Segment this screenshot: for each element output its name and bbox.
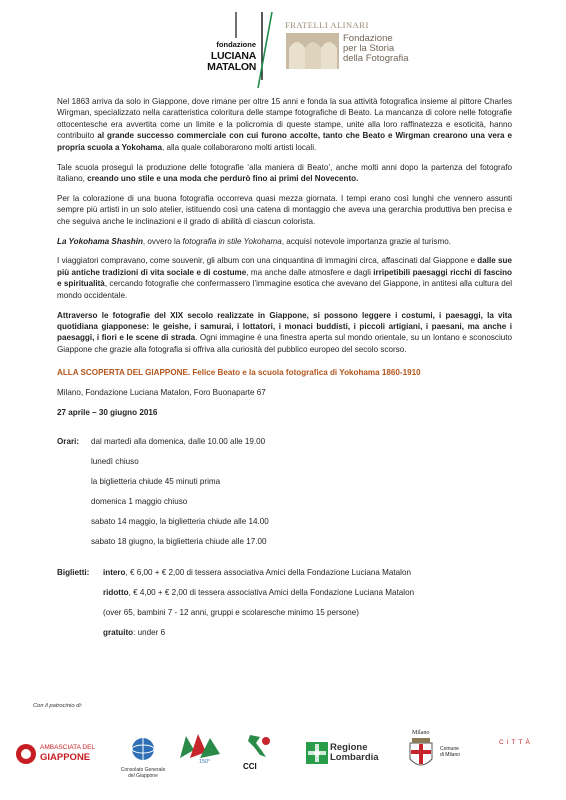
event-dates: 27 aprile – 30 giugno 2016 <box>57 407 158 417</box>
anniversary-150-logo: 150° <box>176 730 224 770</box>
lombardia-rose-icon <box>306 742 328 764</box>
tickets-label: Biglietti: <box>57 567 90 577</box>
cci-logo: CCI <box>240 733 276 773</box>
ticket-ridotto-note: (over 65, bambini 7 - 12 anni, gruppi e scolaresche minimo 15 persone) <box>103 607 359 617</box>
comune-milano-logo: Milano Comune di Milano <box>404 730 472 776</box>
body-text <box>57 96 512 647</box>
milano-crest-icon <box>406 737 436 777</box>
hours-label: Orari: <box>57 437 80 447</box>
hours-block <box>57 436 512 547</box>
patronage-label: Con il patrocinio di: <box>33 703 83 709</box>
fratelli-alinari-logo <box>285 20 485 80</box>
alinari-line1: Fondazione <box>343 33 393 44</box>
hours-line: sabato 18 giugno, la biglietteria chiude alle 17.00 <box>91 536 267 546</box>
hours-line: domenica 1 maggio chiuso <box>91 497 188 507</box>
citta-logo: CITTÀ <box>499 739 533 746</box>
regione-lombardia-logo: Regione Lombardia <box>306 742 386 766</box>
alinari-line3: della Fotografia <box>343 53 409 64</box>
embassy-japan-logo: AMBASCIATA DEL GIAPPONE <box>14 740 106 768</box>
anniversary-flag-icon <box>176 730 224 762</box>
paragraph-6: Attraverso le fotografie del XIX secolo realizzate in Giappone, si possono leggere i costumi, i paesaggi, la vita quotidiana giapponese: le geishe, i samurai, i lottatori, i monaci buddisti, i piccoli artigiani, i paesani, ma anche i paesaggi, i fiori e le scene di strada. Ogni immagine è una finestra aperta sul mondo orientale, su un lontano e sconosciuto Giappone che grazie alla fotografia si offriva alla curiosità del pubblico europeo del secolo scorso. <box>57 310 512 354</box>
hours-line: sabato 14 maggio, la biglietteria chiude alle 14.00 <box>91 517 269 527</box>
hours-line: dal martedì alla domenica, dalle 10.00 alle 19.00 <box>91 437 266 447</box>
matalon-logo-line3: MATALON <box>207 61 256 73</box>
paragraph-5: I viaggiatori compravano, come souvenir, gli album con una cinquantina di immagini circa, affascinati dal Giappone e dalle sue più antiche tradizioni di vita sociale e di costume, ma anche dalle atmosfere e dagli irripetibili paesaggi ricchi di fascino e spiritualità, cercando fotografie che confermassero l’immagine esotica che avevano del Giappone, in antitesi alla cultura del mondo occidentale. <box>57 256 512 300</box>
ticket-ridotto: ridotto, € 4,00 + € 2,00 di tessera associativa Amici della Fondazione Luciana Matalon <box>103 587 415 597</box>
paragraph-2: Tale scuola proseguì la produzione delle fotografie ‘alla maniera di Beato’, anche molti anni dopo la partenza del fotografo italiano, creando uno stile e una moda che perdurò fino ai primi del Novecento. <box>57 162 512 183</box>
alinari-arches-icon <box>285 32 341 72</box>
japan-flag-icon <box>14 742 38 766</box>
paragraph-4: La Yokohama Shashin, ovvero la fotografia in stile Yokohama, acquisì notevole importanza grazie al turismo. <box>57 236 451 246</box>
paragraph-1: Nel 1863 arriva da solo in Giappone, dove rimane per oltre 15 anni e fonda la sua attività fotografica insieme al pittore Charles Wirgman, specializzato nella caratteristica coloritura delle stampe fotografiche di Beato. La mancanza di colore nelle fotografie ottocentesche era avvertita come un limite e la policromia di queste stampe, unite alla loro raffinatezza e esoticità, hanno contribuito al grande successo commerciale con cui furono accolte, tanto che Beato e Wirgman crearono una vera e propria scuola a Yokohama, alla quale collaborarono molti artisti locali. <box>57 97 513 152</box>
alinari-brand: FRATELLI ALINARI <box>285 20 369 30</box>
event-title: ALLA SCOPERTA DEL GIAPPONE. Felice Beato e la scuola fotografica di Yokohama 1860-1910 <box>57 367 421 377</box>
fondazione-matalon-logo <box>200 10 280 90</box>
hours-line: lunedì chiuso <box>91 457 139 467</box>
matalon-logo-line1: fondazione <box>216 40 256 49</box>
ticket-gratuito: gratuito: under 6 <box>103 627 166 637</box>
alinari-line2: per la Storia <box>343 43 395 54</box>
ticket-intero: intero, € 6,00 + € 2,00 di tessera associativa Amici della Fondazione Luciana Matalon <box>103 567 411 577</box>
tickets-block <box>57 567 512 638</box>
consolato-logo: Consolato Generale del Giappone <box>118 735 168 795</box>
event-venue: Milano, Fondazione Luciana Matalon, Foro Buonaparte 67 <box>57 387 266 397</box>
consolato-globe-icon <box>118 735 168 765</box>
italy-map-icon <box>240 733 276 761</box>
hours-line: la biglietteria chiude 45 minuti prima <box>91 477 221 487</box>
matalon-logo-line2: LUCIANA <box>210 50 256 62</box>
paragraph-3: Per la colorazione di una buona fotografia occorreva quasi mezza giornata. I tempi erano così lunghi che vennero assunti sempre più artisti in un solo atelier, istituendo così una catena di montaggio che aveva una gerarchia produttiva ben precisa e che seguiva anche le inclinazioni e il grado di abilità di ciascun colorista. <box>57 193 512 226</box>
